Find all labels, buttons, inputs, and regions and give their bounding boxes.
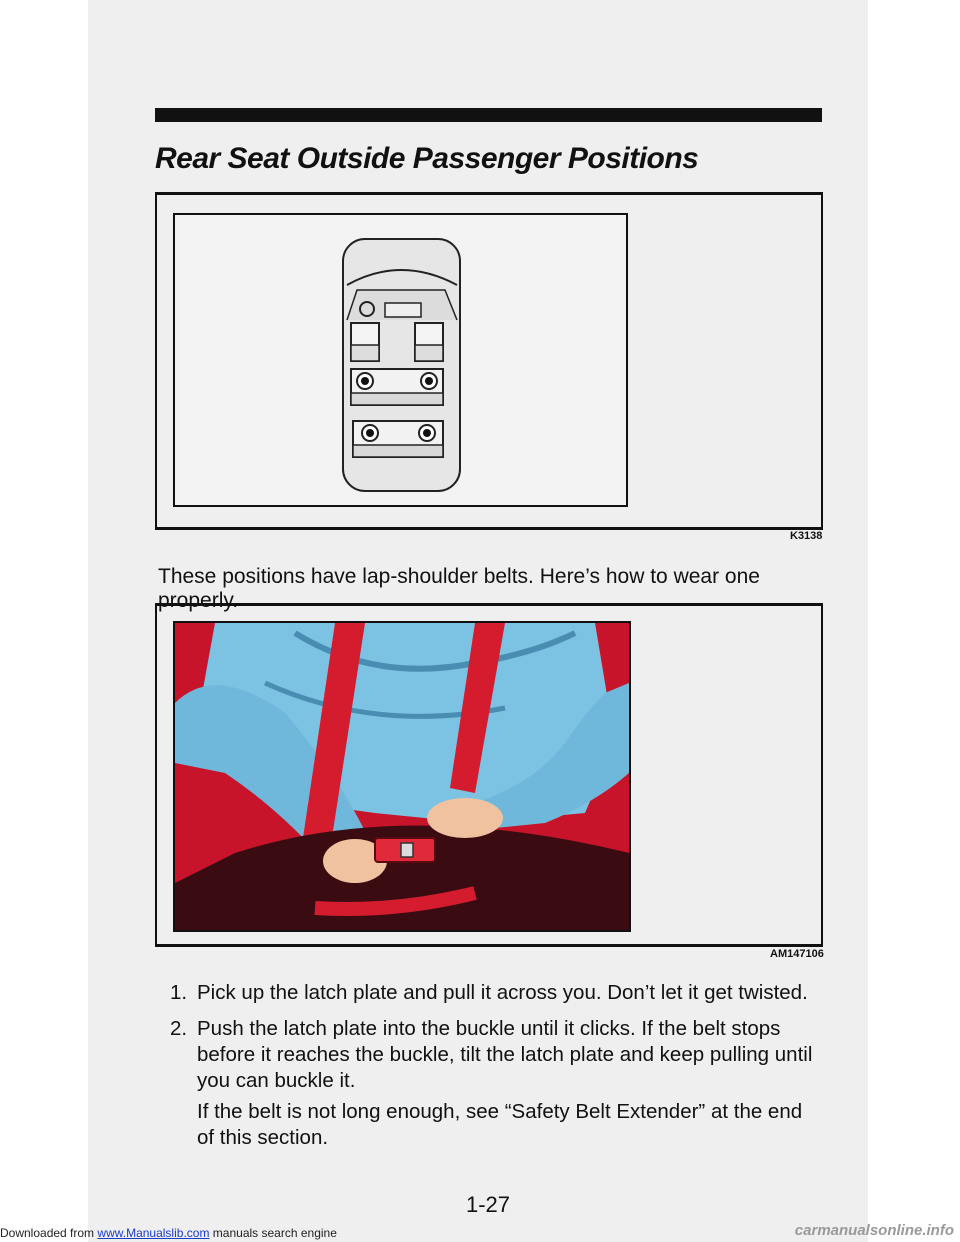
figure-code: AM147106 — [770, 948, 824, 960]
header-rule — [155, 108, 822, 120]
person-buckling-seat-belt-icon — [175, 623, 629, 930]
step-number: 2. — [170, 1017, 188, 1040]
figure-buckling-illustration — [155, 603, 823, 947]
belt-illustration — [173, 621, 631, 932]
caption-text: These positions have lap-shoulder belts. Here’s how to wear one properly. — [158, 565, 760, 612]
step-text: Push the latch plate into the buckle until it clicks. If the belt stops before it reaches the buckle, tilt the latch plate and keep pulling until you can buckle it. — [197, 1017, 813, 1092]
list-item — [170, 980, 820, 1006]
figure-code: K3138 — [790, 530, 823, 542]
figure-seating-diagram — [155, 192, 823, 530]
steps-list — [170, 980, 820, 1104]
note-text: If the belt is not long enough, see “Safety Belt Extender” at the end of this section. — [197, 1100, 803, 1149]
diagram-frame — [173, 213, 628, 507]
watermark: carmanualsonline.info — [794, 1222, 954, 1239]
download-footer — [0, 1226, 337, 1240]
footer-link[interactable]: www.Manualslib.com — [97, 1226, 210, 1240]
step-number: 1. — [170, 981, 188, 1004]
footer-suffix: manuals search engine — [212, 1226, 337, 1240]
page-number: 1-27 — [466, 1192, 511, 1217]
page-title: Rear Seat Outside Passenger Positions — [155, 142, 699, 175]
footer-prefix: Downloaded from — [0, 1226, 95, 1240]
vehicle-seating-icon — [175, 215, 626, 505]
step-text: Pick up the latch plate and pull it across you. Don’t let it get twisted. — [197, 981, 808, 1004]
list-item — [170, 1016, 820, 1094]
